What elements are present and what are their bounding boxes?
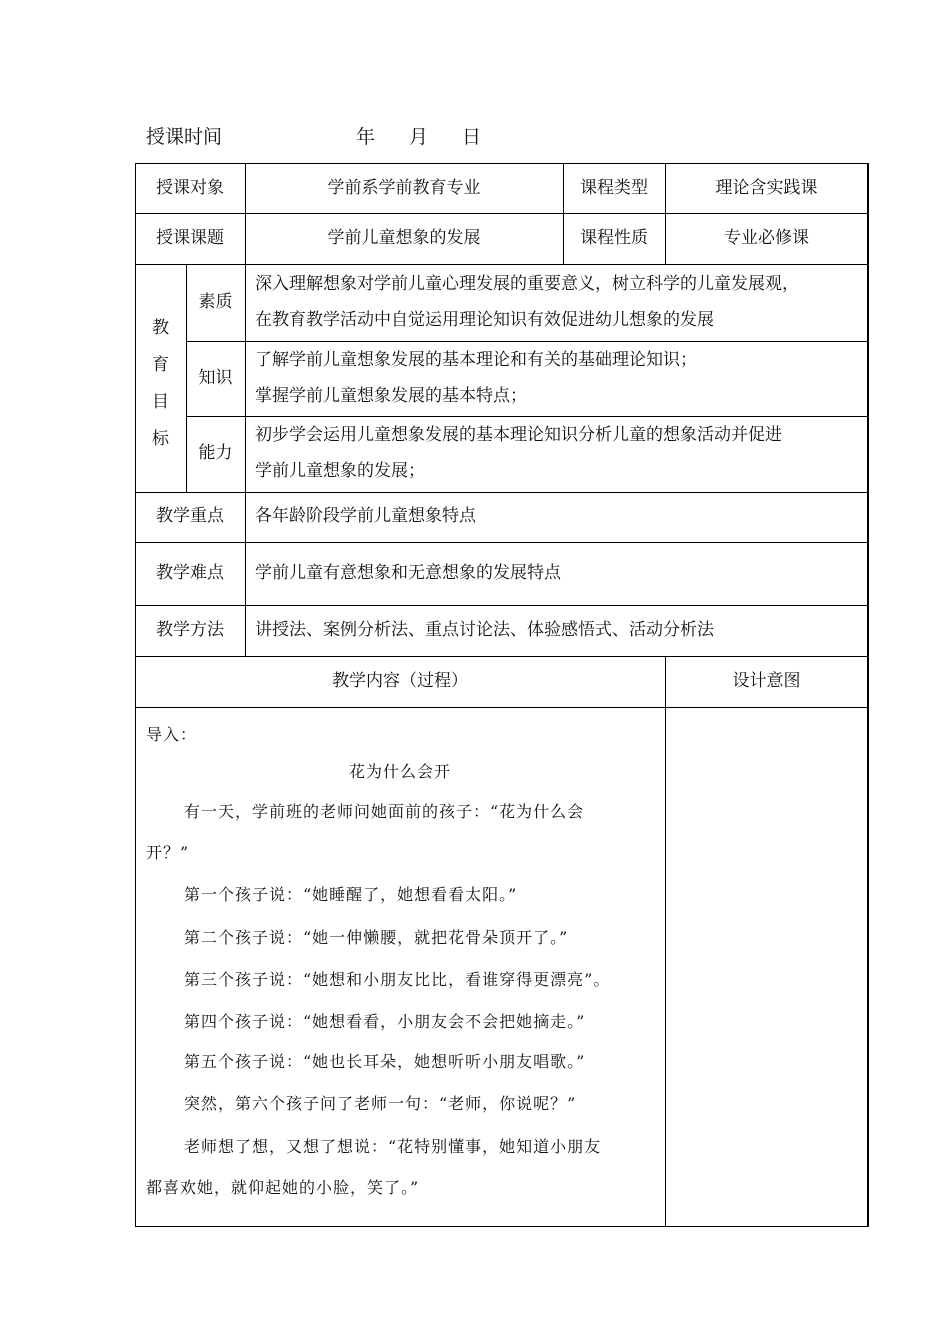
story-line: 有一天，学前班的老师问她面前的孩子：“花为什么会 (184, 802, 585, 821)
topic-value: 学前儿童想象的发展 (327, 228, 481, 248)
col-divider (245, 163, 246, 264)
goals-label-char: 标 (152, 429, 169, 449)
story-line: 第五个孩子说：“她也长耳朵，她想听听小朋友唱歌。” (184, 1052, 586, 1071)
quality-line: 在教育教学活动中自觉运用理论知识有效促进幼儿想象的发展 (255, 310, 714, 330)
key-point-label: 教学重点 (156, 506, 224, 526)
method-value: 讲授法、案例分析法、重点讨论法、体验感悟式、活动分析法 (255, 620, 714, 640)
knowledge-line: 掌握学前儿童想象发展的基本特点； (255, 386, 527, 406)
story-line: 第三个孩子说：“她想和小朋友比比，看谁穿得更漂亮”。 (184, 970, 611, 989)
difficult-point-value: 学前儿童有意想象和无意想象的发展特点 (255, 563, 561, 583)
story-title: 花为什么会开 (348, 762, 451, 781)
goals-label-char: 教 (152, 318, 169, 338)
difficult-point-label: 教学难点 (156, 563, 224, 583)
knowledge-line: 了解学前儿童想象发展的基本理论和有关的基础理论知识； (255, 350, 697, 370)
row-divider (135, 656, 868, 657)
method-label: 教学方法 (156, 620, 224, 640)
course-nature-value: 专业必修课 (724, 228, 809, 248)
key-point-value: 各年龄阶段学前儿童想象特点 (255, 506, 476, 526)
goals-label-char: 育 (152, 355, 169, 375)
ability-line: 初步学会运用儿童想象发展的基本理论知识分析儿童的想象活动并促进 (255, 425, 782, 445)
day-label: 日 (462, 126, 482, 148)
col-divider (563, 163, 564, 264)
quality-line: 深入理解想象对学前儿童心理发展的重要意义，树立科学的儿童发展观， (255, 274, 799, 294)
year-label: 年 (356, 126, 376, 148)
intro-label: 导入： (146, 725, 198, 744)
month-label: 月 (409, 126, 429, 148)
knowledge-label: 知识 (198, 368, 233, 388)
goals-label-char: 目 (152, 392, 169, 412)
col-divider (665, 163, 666, 264)
lesson-time-label: 授课时间 (146, 126, 223, 148)
story-line: 第一个孩子说：“她睡醒了，她想看看太阳。” (184, 885, 518, 904)
content-header: 教学内容（过程） (332, 671, 468, 691)
story-line: 第二个孩子说：“她一伸懒腰，就把花骨朵顶开了。” (184, 928, 569, 947)
col-divider (665, 656, 666, 1227)
course-type-value: 理论含实践课 (715, 178, 818, 198)
target-value: 学前系学前教育专业 (327, 178, 481, 198)
target-label: 授课对象 (156, 178, 224, 198)
ability-line: 学前儿童想象的发展； (255, 461, 425, 481)
story-line: 老师想了想，又想了想说：“花特别懂事，她知道小朋友 (184, 1137, 602, 1156)
table-outer-edge (868, 163, 869, 1227)
story-line: 第四个孩子说：“她想看看，小朋友会不会把她摘走。” (184, 1012, 586, 1031)
course-nature-label: 课程性质 (580, 228, 648, 248)
course-type-label: 课程类型 (580, 178, 648, 198)
story-line: 都喜欢她，就仰起她的小脸，笑了。” (146, 1178, 420, 1197)
story-line: 开？” (146, 843, 190, 862)
design-header: 设计意图 (732, 671, 801, 691)
ability-label: 能力 (198, 443, 233, 463)
topic-label: 授课课题 (156, 228, 224, 248)
story-line: 突然，第六个孩子问了老师一句：“老师，你说呢？” (184, 1094, 577, 1113)
lesson-time-line (146, 122, 481, 149)
col-divider (245, 264, 246, 656)
quality-label: 素质 (198, 292, 233, 312)
row-divider (135, 707, 868, 708)
